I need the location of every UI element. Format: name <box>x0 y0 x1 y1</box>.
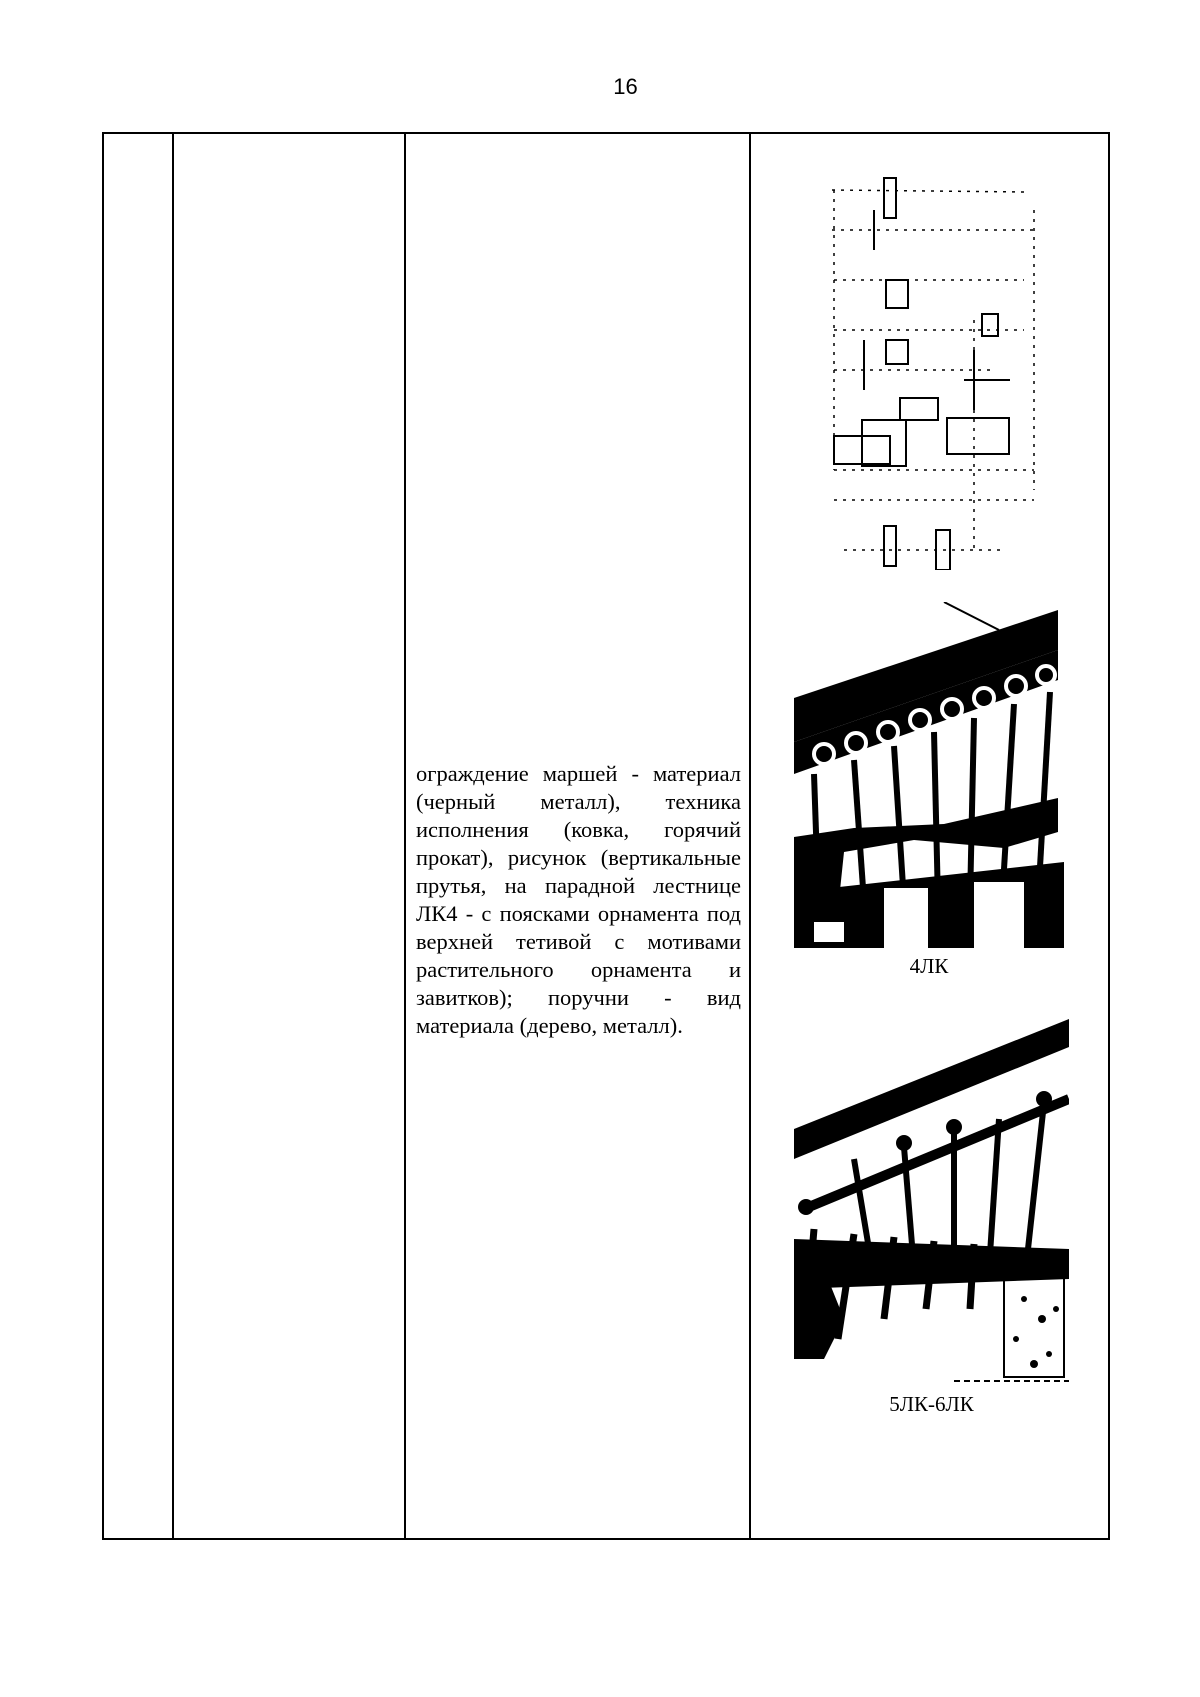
page-number: 16 <box>613 74 638 99</box>
railing-description-cell <box>416 760 741 1040</box>
ornamental-railing-photo-icon <box>794 602 1064 948</box>
document-table <box>102 132 1110 1540</box>
column-divider-1 <box>172 134 174 1538</box>
figure-caption-5lk-6lk: 5ЛК-6ЛК <box>889 1392 974 1416</box>
railing-description-text: ограждение маршей - материал (черный металл), техника исполнения (ковка, горячий прокат), рисунок (вертикальные прутья, на парадной лестнице ЛК4 - с поясками орнамента под верхней тетивой с мотивами растительного орнамента и завитков); поручни - вид материала (дерево, металл). <box>416 761 741 1038</box>
baluster-railing-photo-icon <box>794 1019 1069 1389</box>
figure-caption-4lk: 4ЛК <box>909 954 949 978</box>
floor-plan-drawing-icon <box>824 170 1054 570</box>
column-divider-2 <box>404 134 406 1538</box>
column-divider-3 <box>749 134 751 1538</box>
